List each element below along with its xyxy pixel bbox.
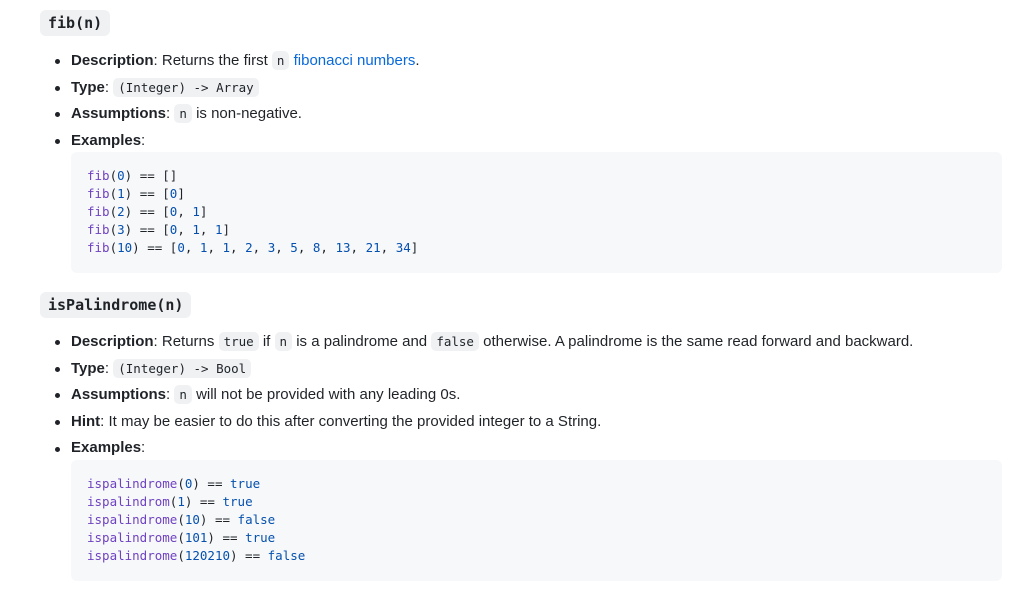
code-line (87, 203, 1002, 221)
code-token: 3 (117, 222, 125, 237)
code-token: 2 (117, 204, 125, 219)
palindrome-type: Type: (Integer) -> Bool (0, 356, 1000, 383)
fibonacci-link[interactable]: fibonacci numbers (293, 52, 416, 69)
code-line (87, 475, 1002, 493)
inline-code: n (174, 104, 192, 123)
code-token: ] (410, 240, 419, 255)
code-token: ) == [ (124, 222, 170, 237)
code-token: false (267, 548, 306, 563)
fib-description: Description: Returns the first n fibonacci numbers. (0, 48, 1000, 75)
code-token: false (237, 512, 276, 527)
code-token: fib (87, 204, 110, 219)
code-token: ) == (184, 494, 223, 509)
fib-details-list (0, 48, 1000, 154)
code-token: 1 (192, 204, 200, 219)
code-token: 1 (214, 222, 223, 237)
description-label: Description (71, 52, 154, 69)
fib-heading: fib(n) (40, 10, 110, 36)
code-token: ] (177, 186, 185, 201)
code-token: ( (177, 476, 185, 491)
code-token: ( (177, 512, 185, 527)
code-token: , (275, 240, 291, 255)
code-token: ) == [ (124, 204, 170, 219)
code-token: , (297, 240, 313, 255)
assumptions-label: Assumptions (71, 105, 167, 123)
code-token: , (252, 240, 268, 255)
fib-examples: Examples: (0, 128, 1000, 155)
code-token: ( (109, 168, 118, 183)
code-token: 0 (169, 186, 178, 201)
palindrome-examples: Examples: (0, 435, 1000, 462)
code-token: 0 (117, 168, 125, 183)
code-token: ( (109, 186, 118, 201)
code-token: 1 (177, 494, 185, 509)
type-label: Type (71, 78, 105, 96)
code-token: ( (109, 222, 118, 237)
code-token: ( (109, 240, 118, 255)
code-token: 1 (199, 240, 208, 255)
palindrome-description: Description: Returns true if n is a palindrome and false otherwise. A palindrome is the same read forward and backward. (0, 329, 1000, 356)
code-token: 34 (395, 240, 411, 255)
code-token: ispalindrome (87, 530, 178, 545)
type-signature: (Integer) -> Bool (113, 359, 251, 378)
code-token: ] (222, 222, 231, 237)
fib-assumptions: Assumptions: n is non-negative. (0, 101, 1000, 128)
code-token: ) == (199, 512, 238, 527)
code-token: 101 (184, 530, 208, 545)
code-token: , (230, 240, 246, 255)
code-token: , (177, 222, 193, 237)
code-token: 0 (177, 240, 185, 255)
code-token: fib (87, 168, 110, 183)
code-token: ] (199, 204, 208, 219)
code-token: 8 (312, 240, 321, 255)
code-line (87, 185, 1002, 203)
inline-code: n (272, 51, 290, 70)
code-line (87, 167, 1002, 185)
code-token: , (350, 240, 366, 255)
code-token: , (320, 240, 336, 255)
hint-label: Hint (71, 412, 101, 430)
code-token: 0 (169, 222, 178, 237)
fib-type: Type: (Integer) -> Array (0, 75, 1000, 102)
examples-label: Examples (71, 131, 142, 149)
code-token: ispalindrome (87, 512, 178, 527)
code-token: 120210 (184, 548, 230, 563)
code-token: , (177, 204, 193, 219)
code-token: ( (177, 548, 185, 563)
code-token: ( (109, 204, 118, 219)
code-token: ) == (207, 530, 246, 545)
code-token: ( (169, 494, 178, 509)
code-token: 0 (169, 204, 178, 219)
code-token: fib (87, 222, 110, 237)
code-token: true (245, 530, 276, 545)
code-token: 21 (365, 240, 381, 255)
palindrome-heading: isPalindrome(n) (40, 292, 191, 318)
code-token: ) == (192, 476, 231, 491)
inline-code: n (174, 385, 192, 404)
code-line (87, 239, 1002, 257)
code-token: ) == [] (124, 168, 178, 183)
code-token: 1 (192, 222, 200, 237)
palindrome-assumptions: Assumptions: n will not be provided with any leading 0s. (0, 382, 1000, 409)
code-token: ) == [ (132, 240, 178, 255)
code-token: ispalindrome (87, 548, 178, 563)
inline-code: false (431, 332, 479, 351)
code-line (87, 529, 1002, 547)
code-line (87, 547, 1002, 565)
fib-examples-code-block (71, 152, 1002, 273)
examples-label: Examples (71, 439, 142, 457)
code-token: 10 (184, 512, 200, 527)
code-token: , (207, 240, 223, 255)
code-token: 3 (267, 240, 276, 255)
code-token: true (230, 476, 261, 491)
code-token: fib (87, 240, 110, 255)
inline-code: true (219, 332, 259, 351)
code-token: ispalindrome (87, 476, 178, 491)
code-token: 10 (117, 240, 133, 255)
code-line (87, 511, 1002, 529)
code-token: 1 (117, 186, 125, 201)
code-token: ispalindrom (87, 494, 170, 509)
code-token: 1 (222, 240, 231, 255)
type-signature: (Integer) -> Array (113, 78, 258, 97)
code-token: , (380, 240, 396, 255)
code-token: , (199, 222, 215, 237)
code-token: fib (87, 186, 110, 201)
code-line (87, 221, 1002, 239)
code-token: ) == [ (124, 186, 170, 201)
palindrome-examples-code-block (71, 460, 1002, 581)
code-token: 0 (184, 476, 193, 491)
palindrome-hint: Hint: It may be easier to do this after converting the provided integer to a String. (0, 409, 1000, 436)
palindrome-details-list (0, 329, 1000, 462)
code-line (87, 493, 1002, 511)
code-token: 5 (290, 240, 298, 255)
code-token: , (184, 240, 200, 255)
code-token: ) == (230, 548, 268, 563)
assumptions-label: Assumptions (71, 386, 167, 404)
code-token: true (222, 494, 253, 509)
code-token: ( (177, 530, 185, 545)
type-label: Type (71, 359, 105, 377)
code-token: 2 (245, 240, 253, 255)
inline-code: n (275, 332, 293, 351)
description-label: Description (71, 333, 154, 350)
code-token: 13 (335, 240, 351, 255)
